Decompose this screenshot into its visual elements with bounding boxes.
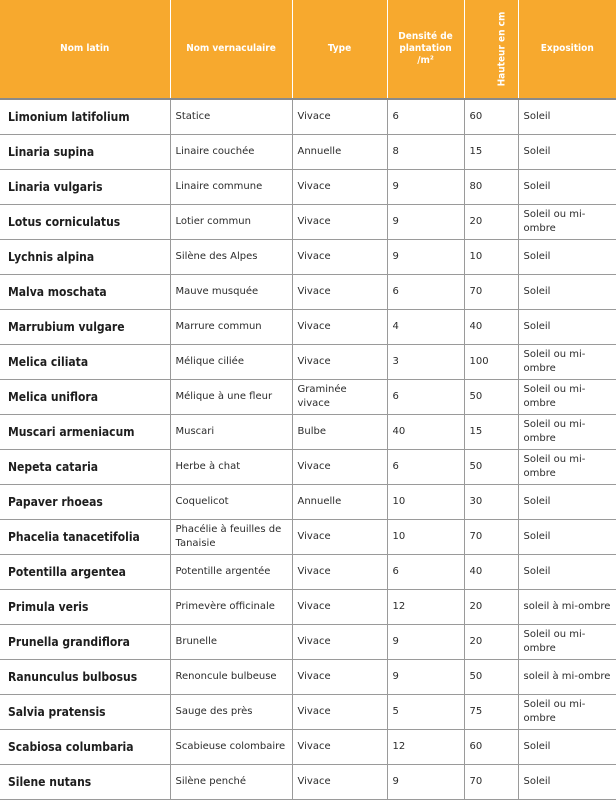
type-cell: Vivace [292,625,387,660]
type-cell: Vivace [292,205,387,240]
height-cell: 70 [464,275,518,310]
type-cell: Vivace [292,310,387,345]
exposure-cell: Soleil [518,135,616,170]
vernacular-name-cell: Lotier commun [170,205,292,240]
vernacular-name-cell: Scabieuse colombaire [170,730,292,765]
latin-name-cell: Melica ciliata [0,345,170,380]
height-cell: 50 [464,450,518,485]
latin-name-cell: Lotus corniculatus [0,205,170,240]
latin-name-cell: Nepeta cataria [0,450,170,485]
height-cell: 60 [464,99,518,135]
type-cell: Vivace [292,555,387,590]
vernacular-name-cell: Herbe à chat [170,450,292,485]
table-row [0,170,616,205]
table-row [0,590,616,625]
exposure-cell: Soleil ou mi-ombre [518,450,616,485]
exposure-cell: Soleil ou mi-ombre [518,380,616,415]
table-row [0,345,616,380]
vernacular-name-cell: Mélique ciliée [170,345,292,380]
vernacular-name-cell: Silène penché [170,765,292,800]
vernacular-name-cell: Muscari [170,415,292,450]
type-cell: Vivace [292,590,387,625]
table-row [0,520,616,555]
exposure-cell: Soleil [518,240,616,275]
height-cell: 20 [464,625,518,660]
vernacular-name-cell: Mélique à une fleur [170,380,292,415]
height-cell: 100 [464,345,518,380]
type-cell: Graminée vivace [292,380,387,415]
table-row [0,450,616,485]
type-cell: Vivace [292,765,387,800]
latin-name-cell: Silene nutans [0,765,170,800]
header-height: Hauteur en cm [495,11,507,87]
latin-name-cell: Primula veris [0,590,170,625]
table-row [0,99,616,135]
type-cell: Vivace [292,170,387,205]
latin-name-cell: Ranunculus bulbosus [0,660,170,695]
header-type: Type [292,0,387,99]
height-cell: 70 [464,765,518,800]
height-cell: 20 [464,205,518,240]
table-row [0,730,616,765]
exposure-cell: Soleil [518,555,616,590]
height-cell: 50 [464,660,518,695]
height-cell: 15 [464,415,518,450]
table-row [0,485,616,520]
table-row [0,240,616,275]
latin-name-cell: Linaria supina [0,135,170,170]
density-cell: 4 [387,310,464,345]
latin-name-cell: Linaria vulgaris [0,170,170,205]
density-cell: 9 [387,170,464,205]
density-cell: 6 [387,450,464,485]
type-cell: Bulbe [292,415,387,450]
type-cell: Vivace [292,660,387,695]
table-body [0,99,616,800]
density-cell: 12 [387,590,464,625]
exposure-cell: Soleil [518,99,616,135]
height-cell: 70 [464,520,518,555]
exposure-cell: Soleil [518,275,616,310]
density-cell: 10 [387,520,464,555]
table-row [0,310,616,345]
type-cell: Annuelle [292,485,387,520]
exposure-cell: Soleil ou mi-ombre [518,205,616,240]
vernacular-name-cell: Coquelicot [170,485,292,520]
height-cell: 10 [464,240,518,275]
vernacular-name-cell: Brunelle [170,625,292,660]
height-cell: 40 [464,310,518,345]
vernacular-name-cell: Sauge des près [170,695,292,730]
height-cell: 80 [464,170,518,205]
height-cell: 40 [464,555,518,590]
height-cell: 75 [464,695,518,730]
table-row [0,695,616,730]
latin-name-cell: Potentilla argentea [0,555,170,590]
height-cell: 60 [464,730,518,765]
density-cell: 6 [387,380,464,415]
latin-name-cell: Prunella grandiflora [0,625,170,660]
type-cell: Vivace [292,730,387,765]
type-cell: Vivace [292,450,387,485]
exposure-cell: Soleil ou mi-ombre [518,345,616,380]
latin-name-cell: Scabiosa columbaria [0,730,170,765]
density-cell: 12 [387,730,464,765]
vernacular-name-cell: Primevère officinale [170,590,292,625]
latin-name-cell: Lychnis alpina [0,240,170,275]
exposure-cell: Soleil [518,520,616,555]
vernacular-name-cell: Potentille argentée [170,555,292,590]
vernacular-name-cell: Silène des Alpes [170,240,292,275]
latin-name-cell: Papaver rhoeas [0,485,170,520]
density-cell: 9 [387,205,464,240]
density-cell: 9 [387,660,464,695]
header-exposure: Exposition [518,0,616,99]
type-cell: Vivace [292,345,387,380]
vernacular-name-cell: Renoncule bulbeuse [170,660,292,695]
density-cell: 3 [387,345,464,380]
table-row [0,660,616,695]
exposure-cell: Soleil ou mi-ombre [518,625,616,660]
table-row [0,625,616,660]
exposure-cell: Soleil [518,170,616,205]
exposure-cell: Soleil ou mi-ombre [518,415,616,450]
density-cell: 9 [387,625,464,660]
type-cell: Vivace [292,99,387,135]
table-row [0,765,616,800]
exposure-cell: soleil à mi-ombre [518,590,616,625]
density-cell: 6 [387,275,464,310]
vernacular-name-cell: Phacélie à feuilles de Tanaisie [170,520,292,555]
exposure-cell: Soleil [518,485,616,520]
table-row [0,275,616,310]
latin-name-cell: Malva moschata [0,275,170,310]
density-cell: 9 [387,240,464,275]
vernacular-name-cell: Linaire couchée [170,135,292,170]
density-cell: 8 [387,135,464,170]
density-cell: 6 [387,99,464,135]
header-density: Densité de plantation /m² [387,0,464,99]
latin-name-cell: Phacelia tanacetifolia [0,520,170,555]
latin-name-cell: Salvia pratensis [0,695,170,730]
density-cell: 6 [387,555,464,590]
exposure-cell: soleil à mi-ombre [518,660,616,695]
latin-name-cell: Melica uniflora [0,380,170,415]
height-cell: 20 [464,590,518,625]
height-cell: 15 [464,135,518,170]
latin-name-cell: Muscari armeniacum [0,415,170,450]
exposure-cell: Soleil [518,765,616,800]
height-cell: 30 [464,485,518,520]
height-cell: 50 [464,380,518,415]
table-row [0,380,616,415]
header-latin-name: Nom latin [0,0,170,99]
type-cell: Vivace [292,240,387,275]
type-cell: Vivace [292,695,387,730]
table-row [0,205,616,240]
density-cell: 5 [387,695,464,730]
vernacular-name-cell: Statice [170,99,292,135]
latin-name-cell: Limonium latifolium [0,99,170,135]
exposure-cell: Soleil [518,310,616,345]
vernacular-name-cell: Marrure commun [170,310,292,345]
vernacular-name-cell: Mauve musquée [170,275,292,310]
type-cell: Annuelle [292,135,387,170]
vernacular-name-cell: Linaire commune [170,170,292,205]
type-cell: Vivace [292,520,387,555]
exposure-cell: Soleil [518,730,616,765]
table-row [0,135,616,170]
exposure-cell: Soleil ou mi-ombre [518,695,616,730]
type-cell: Vivace [292,275,387,310]
header-height-cell [464,0,518,99]
latin-name-cell: Marrubium vulgare [0,310,170,345]
header-row [0,0,616,99]
table-row [0,415,616,450]
table-header [0,0,616,99]
density-cell: 40 [387,415,464,450]
header-vernacular-name: Nom vernaculaire [170,0,292,99]
density-cell: 9 [387,765,464,800]
density-cell: 10 [387,485,464,520]
table-row [0,555,616,590]
